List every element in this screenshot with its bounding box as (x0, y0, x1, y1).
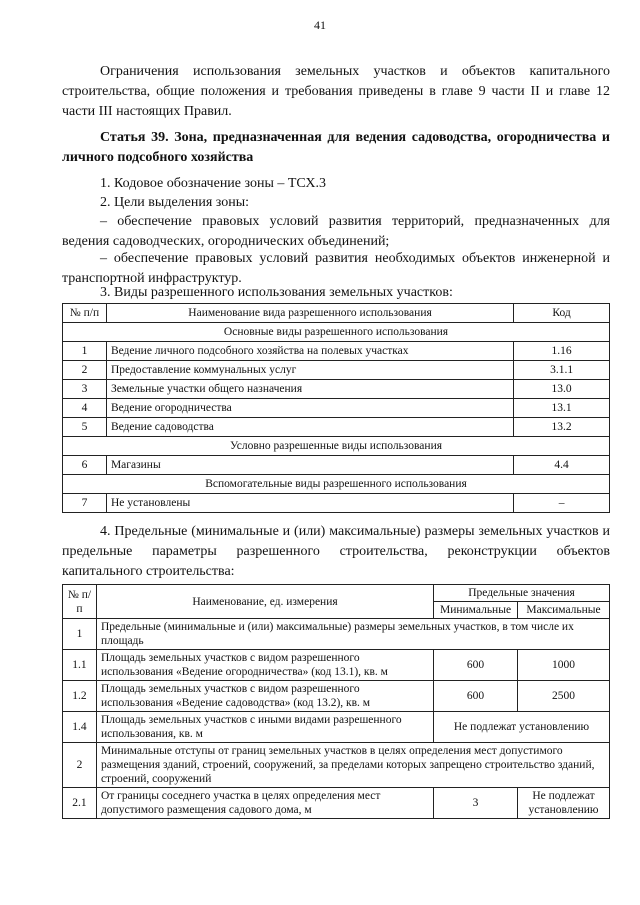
row-code: 13.1 (514, 399, 610, 418)
row-name: Площадь земельных участков с иными видами разрешенного использования, кв. м (96, 712, 433, 743)
goal-1: – обеспечение правовых условий развития территорий, предназначенных для ведения садоводческих, огороднических объединений; (62, 214, 610, 249)
table-row (63, 380, 610, 399)
row-max: 2500 (518, 681, 610, 712)
row-max: 1000 (518, 650, 610, 681)
intro-paragraph: Ограничения использования земельных участков и объектов капитального строительства, общие положения и требования приведены в главе 9 части II и главе 12 части III настоящих Правил. (62, 64, 610, 119)
row-code: 4.4 (514, 456, 610, 475)
row-num: 1 (63, 342, 107, 361)
row-name: Площадь земельных участков с видом разрешенного использования «Ведение садоводства» (код 13.2), кв. м (96, 681, 433, 712)
row-num: 3 (63, 380, 107, 399)
row-name: Площадь земельных участков с видом разрешенного использования «Ведение огородничества» (код 13.1), кв. м (96, 650, 433, 681)
table-row (63, 788, 610, 819)
table-row (63, 681, 610, 712)
table-row (63, 743, 610, 788)
row-code: 13.2 (514, 418, 610, 437)
item-limits: 4. Предельные (минимальные и (или) максимальные) размеры земельных участков и предельные параметры разрешенного строительства, реконструкции объектов капитального строительства: (62, 524, 610, 579)
row-num: 7 (63, 494, 107, 513)
row-name: Магазины (106, 456, 513, 475)
table-row (63, 342, 610, 361)
row-code: – (514, 494, 610, 513)
permitted-uses-table (62, 303, 610, 513)
table-row (63, 712, 610, 743)
goal-2: – обеспечение правовых условий развития необходимых объектов инженерной и транспортной инфраструктур. (62, 251, 610, 286)
header-name: Наименование, ед. измерения (96, 585, 433, 619)
section-row (63, 323, 610, 342)
row-code: 3.1.1 (514, 361, 610, 380)
row-name: Ведение огородничества (106, 399, 513, 418)
row-name: Предоставление коммунальных услуг (106, 361, 513, 380)
header-max: Максимальные (518, 602, 610, 619)
header-name: Наименование вида разрешенного использования (106, 304, 513, 323)
table-row (63, 494, 610, 513)
section-conditional: Условно разрешенные виды использования (63, 437, 610, 456)
row-num: 6 (63, 456, 107, 475)
section-main: Основные виды разрешенного использования (63, 323, 610, 342)
item-permitted-uses: 3. Виды разрешенного использования земельных участков: (100, 285, 453, 300)
row-num: 2.1 (63, 788, 97, 819)
page-number: 41 (314, 18, 326, 32)
section-auxiliary: Вспомогательные виды разрешенного использования (63, 475, 610, 494)
header-min: Минимальные (434, 602, 518, 619)
row-name: Ведение садоводства (106, 418, 513, 437)
table-row (63, 399, 610, 418)
table-row (63, 456, 610, 475)
row-min: 600 (434, 681, 518, 712)
row-num: 5 (63, 418, 107, 437)
row-code: 13.0 (514, 380, 610, 399)
row-name: Земельные участки общего назначения (106, 380, 513, 399)
item-goals: 2. Цели выделения зоны: (100, 195, 250, 210)
header-limits: Предельные значения (434, 585, 610, 602)
header-code: Код (514, 304, 610, 323)
section-row (63, 475, 610, 494)
row-name: Минимальные отступы от границ земельных участков в целях определения мест допустимого размещения зданий, строений, сооружений, за пределами которых запрещено строительство зданий, строений, сооружений (96, 743, 609, 788)
row-value: Не подлежат установлению (434, 712, 610, 743)
row-max: Не подлежат установлению (518, 788, 610, 819)
row-code: 1.16 (514, 342, 610, 361)
row-num: 2 (63, 361, 107, 380)
section-row (63, 437, 610, 456)
row-num: 4 (63, 399, 107, 418)
row-num: 1.2 (63, 681, 97, 712)
row-min: 600 (434, 650, 518, 681)
row-num: 1.4 (63, 712, 97, 743)
article-heading: Статья 39. Зона, предназначенная для ведения садоводства, огородничества и личного подсобного хозяйства (62, 130, 610, 165)
table-row (63, 361, 610, 380)
row-name: Предельные (минимальные и (или) максимальные) размеры земельных участков, в том числе их площадь (96, 619, 609, 650)
table-row (63, 418, 610, 437)
row-num: 1.1 (63, 650, 97, 681)
row-num: 2 (63, 743, 97, 788)
row-name: Ведение личного подсобного хозяйства на полевых участках (106, 342, 513, 361)
table-header-row (63, 585, 610, 602)
row-name: От границы соседнего участка в целях определения мест допустимого размещения садового дома, м (96, 788, 433, 819)
item-zone-code: 1. Кодовое обозначение зоны – ТСХ.3 (100, 176, 326, 191)
table-row (63, 650, 610, 681)
header-num: № п/п (63, 304, 107, 323)
row-num: 1 (63, 619, 97, 650)
row-min: 3 (434, 788, 518, 819)
header-num: № п/п (63, 585, 97, 619)
row-name: Не установлены (106, 494, 513, 513)
table-header-row (63, 304, 610, 323)
limits-table (62, 584, 610, 819)
table-row (63, 619, 610, 650)
